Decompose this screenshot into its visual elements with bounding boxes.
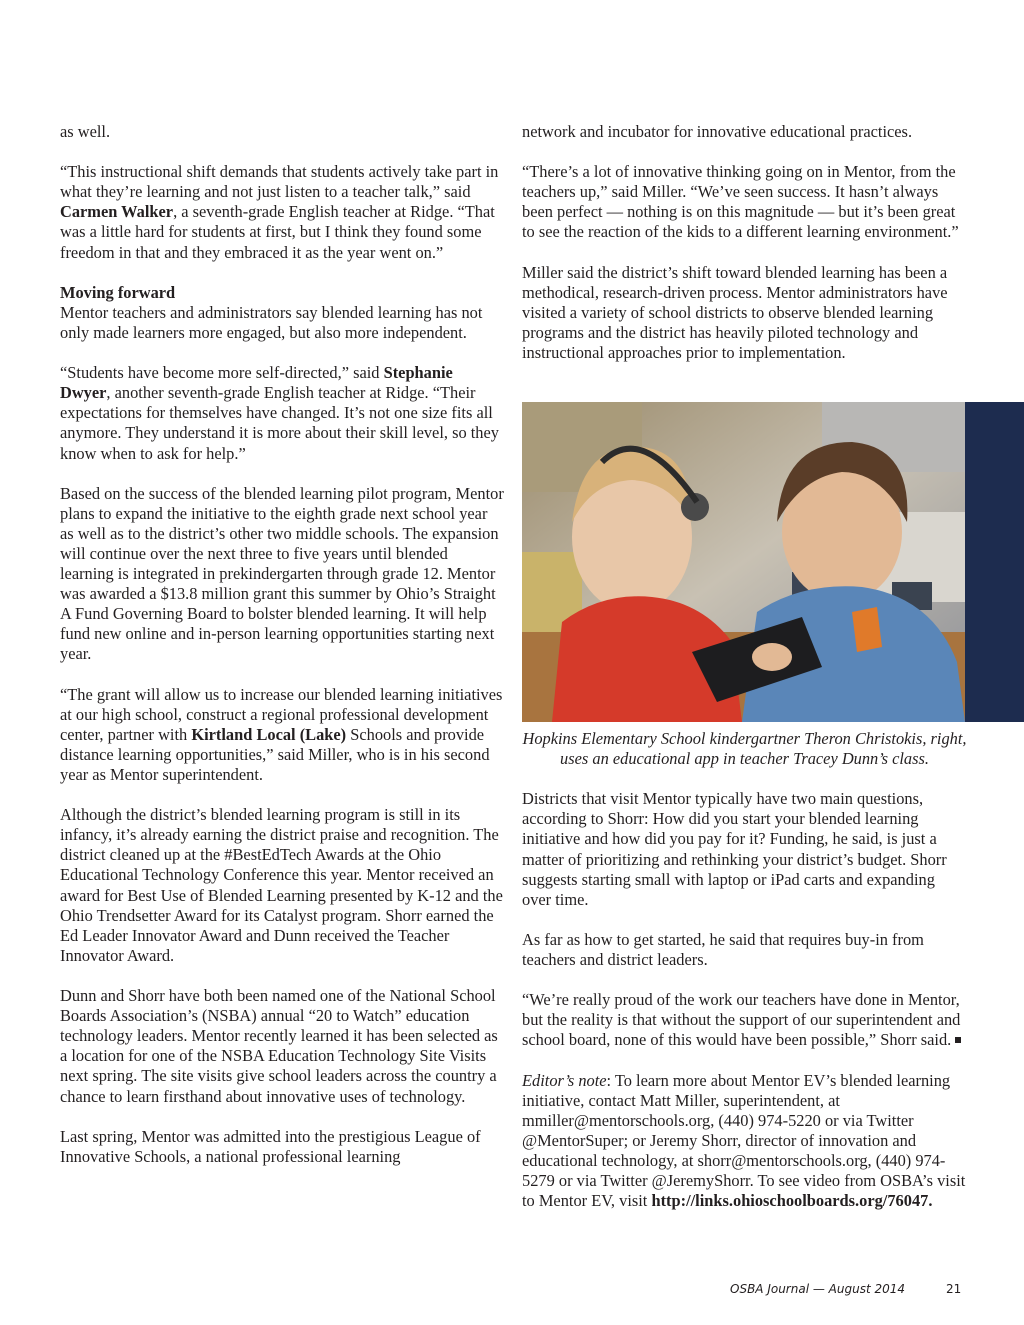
paragraph-text: “Students have become more self-directed,” said: [60, 363, 384, 383]
accent-band: [965, 402, 1024, 722]
section-block: [60, 283, 504, 343]
paragraph: [60, 122, 504, 142]
paragraph: [60, 986, 504, 1107]
end-of-article-icon: [955, 1037, 961, 1043]
paragraph: [60, 685, 504, 785]
video-link[interactable]: http://links.ohioschoolboards.org/76047: [651, 1191, 929, 1211]
paragraph: [60, 484, 504, 665]
person-name: Stephanie Dwyer: [60, 363, 453, 403]
paragraph: [60, 805, 504, 966]
paragraph-text: Districts that visit Mentor typically have two main questions, according to Shorr: How did you start your blended learning initiative and how did you pay for it? Funding, he said, is just a matter of prioritizing and rethinking your district’s budget. Shorr suggests starting small with laptop or iPad carts and expanding over time.: [522, 789, 947, 909]
paragraph: [60, 162, 504, 262]
paragraph-text: “There’s a lot of innovative thinking going on in Mentor, from the teachers up,” said Miller. “We’ve seen success. It hasn’t always been perfect — nothing is on this magnitude — but it’s been great to see the reaction of the kids to a different learning environment.”: [522, 162, 959, 242]
paragraph: [522, 930, 967, 970]
paragraph: [522, 789, 967, 910]
photo-illustration: [522, 402, 965, 722]
person-name: Carmen Walker: [60, 202, 174, 222]
paragraph: [522, 990, 967, 1050]
paragraph-text: network and incubator for innovative educational practices.: [522, 122, 913, 141]
note-end: .: [928, 1191, 933, 1211]
paragraph: [60, 363, 504, 463]
paragraph-text: Last spring, Mentor was admitted into the prestigious League of Innovative Schools, a national professional learning: [60, 1126, 481, 1166]
caption-text: Hopkins Elementary School kindergartner Theron Christokis, right, uses an educational app in teacher Tracey Dunn’s class.: [522, 729, 967, 769]
paragraph-text: Based on the success of the blended learning pilot program, Mentor plans to expand the initiative to the eighth grade next school year as well as to the district’s other two middle schools. The expansion will continue over the next three to five years until blended learning is integrated in prekindergarten through grade 12. Mentor was awarded a $13.8 million grant this summer by Ohio’s Straight A Fund Governing Board to bolster blended learning. It will help fund new online and in-person learning opportunities starting next year.: [60, 483, 504, 664]
section-heading: Moving forward: [60, 282, 176, 302]
paragraph: [522, 263, 967, 363]
paragraph-text: Schools and provide distance learning opportunities,” said Miller, who is in his second year as Mentor superintendent.: [60, 724, 490, 784]
journal-title: OSBA Journal — August 2014: [730, 1282, 906, 1296]
paragraph-text: “The grant will allow us to increase our blended learning initiatives at our high school, construct a regional professional development center, partner with: [60, 684, 503, 744]
page-number: 21: [946, 1282, 962, 1296]
photo-caption: [522, 729, 967, 769]
classroom-photo: [522, 402, 965, 722]
organization-name: Kirtland Local (Lake): [191, 724, 347, 744]
right-column-upper: [522, 122, 967, 383]
paragraph-text: Dunn and Shorr have both been named one of the National School Boards Association’s (NSBA) annual “20 to Watch” education technology leaders. Mentor recently learned it has been selected as a location for one of the NSBA Education Technology Site Visits next spring. The site visits give school leaders across the country a chance to learn firsthand about innovative uses of technology.: [60, 986, 498, 1106]
paragraph-text: , another seventh-grade English teacher at Ridge. “Their expectations for themselves have changed. It’s not one size fits all anymore. They understand it is more about their skill level, so they know when to ask for help.”: [60, 383, 499, 463]
editors-note: [522, 1071, 967, 1212]
paragraph-text: Although the district’s blended learning program is still in its infancy, it’s already earning the district praise and recognition. The district cleaned up at the #BestEdTech Awards at the Ohio Educational Technology Conference this year. Mentor received an award for Best Use of Blended Learning presented by K-12 and the Ohio Trendsetter Award for its Catalyst program. Shorr earned the Ed Leader Innovator Award and Dunn received the Teacher Innovator Award.: [60, 805, 503, 965]
paragraph-text: As far as how to get started, he said that requires buy-in from teachers and district leaders.: [522, 929, 924, 970]
paragraph-text: as well.: [60, 122, 111, 141]
paragraph: [60, 1127, 504, 1167]
paragraph-text: Miller said the district’s shift toward blended learning has been a methodical, research-driven process. Mentor administrators have visited a variety of school districts to observe blended learning programs and the district has heavily piloted technology and instructional approaches prior to implementation.: [522, 262, 948, 363]
note-label: Editor’s note: [522, 1070, 607, 1090]
paragraph-text: “We’re really proud of the work our teachers have done in Mentor, but the reality is that without the support of our superintendent and school board, none of this would have been possible,” Shorr said.: [522, 990, 961, 1050]
left-column: [60, 122, 504, 1187]
paragraph: [522, 122, 967, 142]
right-column-lower: [522, 729, 967, 1231]
paragraph-text: “This instructional shift demands that students actively take part in what they’re learning and not just listen to a teacher talk,” said: [60, 162, 499, 202]
paragraph: [522, 162, 967, 242]
paragraph-text: , a seventh-grade English teacher at Ridge. “That was a little hard for students at first, but I think they found some freedom in that and they embraced it as the year went on.”: [60, 202, 495, 262]
paragraph-text: Mentor teachers and administrators say blended learning has not only made learners more engaged, but also more independent.: [60, 302, 483, 342]
note-text: : To learn more about Mentor EV’s blended learning initiative, contact Matt Miller, superintendent, at mmiller@mentorschools.org, (440) 974-5220 or via Twitter @MentorSuper; or Jeremy Shorr, director of innovation and educational technology, at shorr@mentorschools.org, (440) 974-5279 or via Twitter @JeremyShorr. To see video from OSBA’s visit to Mentor EV, visit: [522, 1070, 966, 1211]
